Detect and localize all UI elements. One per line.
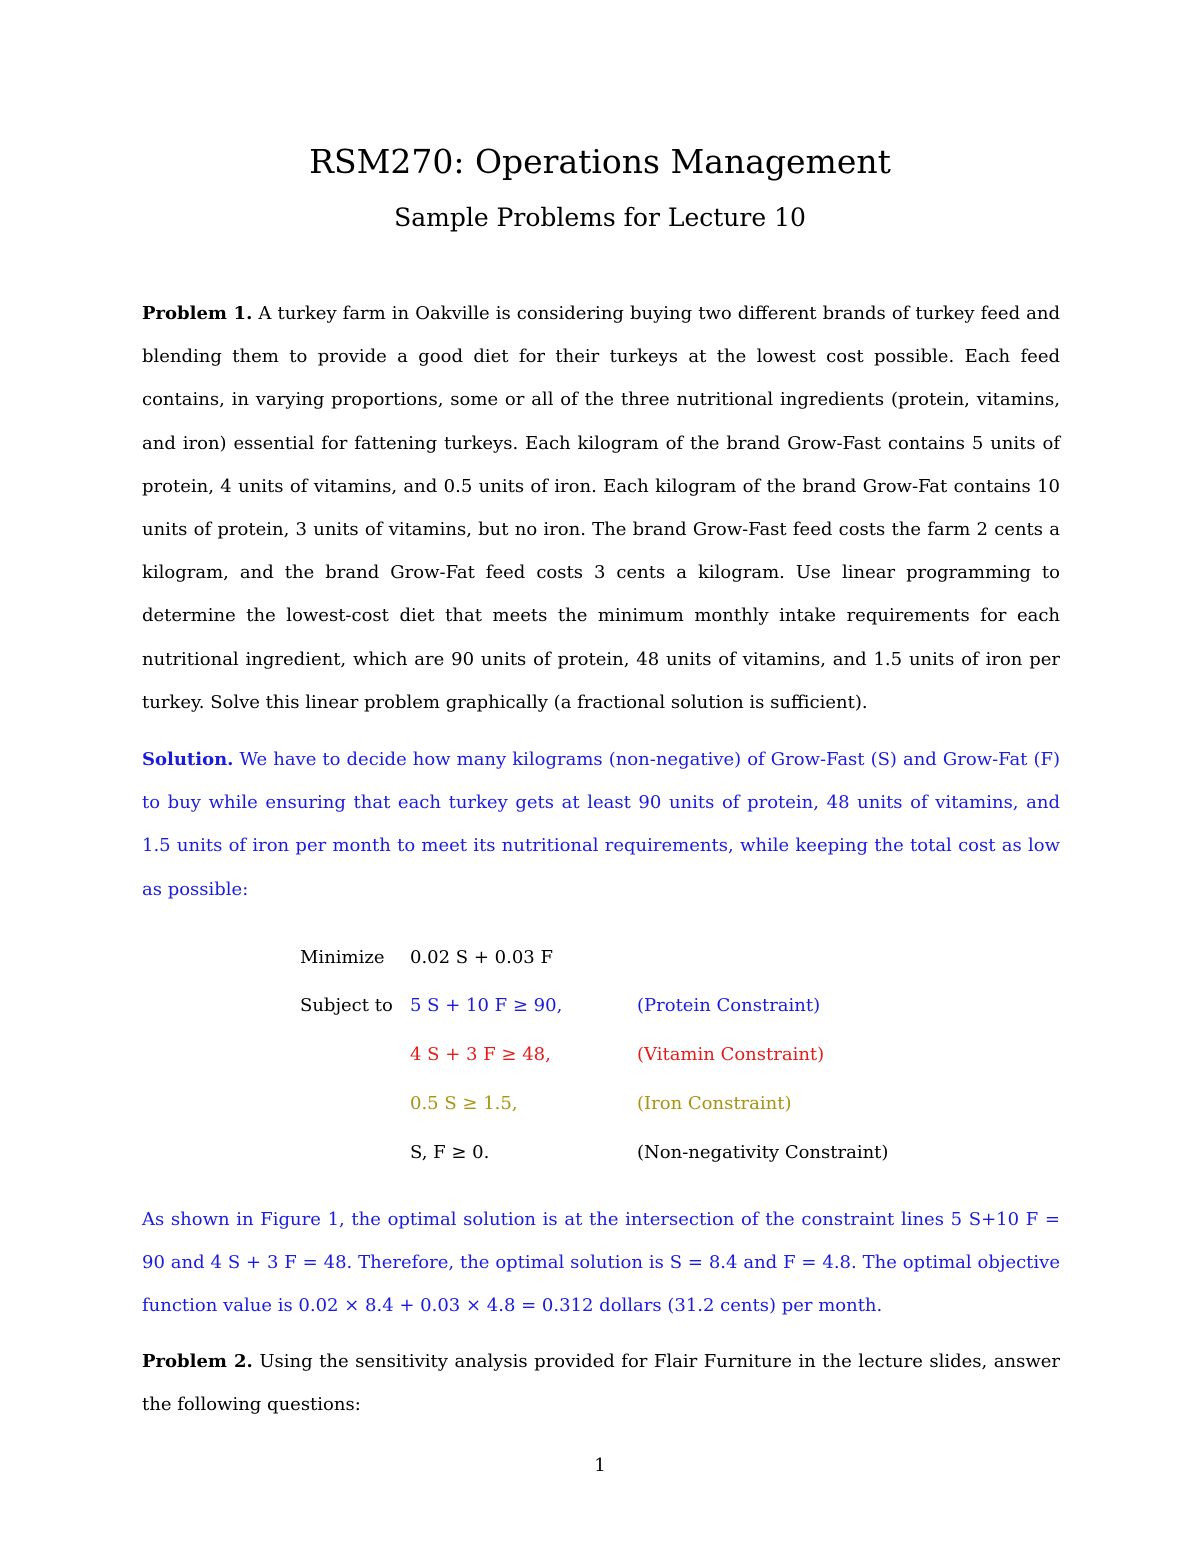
- problem-2-label: Problem 2.: [142, 1351, 253, 1372]
- lp-objective-row: [300, 945, 1060, 971]
- lp-constraint-row-iron: [300, 1091, 1060, 1117]
- result-paragraph: As shown in Figure 1, the optimal solution is at the intersection of the constraint lines 5 S+10 F = 90 and 4 S + 3 F = 48. Therefore, the optimal solution is S = 8.4 and F = 4.8. The optimal objective function value is 0.02 × 8.4 + 0.03 × 4.8 = 0.312 dollars (31.2 cents) per month.: [142, 1209, 1060, 1317]
- lp-constraint-row-vitamin: [300, 1042, 1060, 1068]
- minimize-label: Minimize: [300, 947, 385, 968]
- protein-constraint-note: (Protein Constraint): [637, 995, 821, 1016]
- iron-constraint-expression: 0.5 S ≥ 1.5,: [410, 1093, 518, 1114]
- solution-paragraph: [142, 738, 1060, 911]
- document-title: RSM270: Operations Management: [309, 142, 891, 181]
- nonnegativity-constraint-note: (Non-negativity Constraint): [637, 1142, 889, 1163]
- lp-constraint-row-nonnegativity: [300, 1140, 1060, 1166]
- solution-label: Solution.: [142, 749, 234, 770]
- problem-1-label: Problem 1.: [142, 303, 253, 324]
- vitamin-constraint-note: (Vitamin Constraint): [637, 1044, 825, 1065]
- protein-constraint-expression: 5 S + 10 F ≥ 90,: [410, 995, 563, 1016]
- iron-constraint-note: (Iron Constraint): [637, 1093, 792, 1114]
- nonnegativity-constraint-expression: S, F ≥ 0.: [410, 1142, 490, 1163]
- solution-text: We have to decide how many kilograms (non-negative) of Grow-Fast (S) and Grow-Fat (F) to buy while ensuring that each turkey gets at least 90 units of protein, 48 units of vitamins, and 1.5 units of iron per month to meet its nutritional requirements, while keeping the total cost as low as possible:: [142, 749, 1060, 900]
- lp-constraint-row-protein: [300, 993, 1060, 1019]
- page-number: 1: [594, 1455, 606, 1476]
- problem-1-paragraph: [142, 292, 1060, 724]
- objective-expression: 0.02 S + 0.03 F: [410, 947, 553, 968]
- subject-to-label: Subject to: [300, 995, 393, 1016]
- document-subtitle: Sample Problems for Lecture 10: [394, 203, 806, 232]
- vitamin-constraint-expression: 4 S + 3 F ≥ 48,: [410, 1044, 551, 1065]
- problem-2-paragraph: [142, 1340, 1060, 1426]
- problem-1-text: A turkey farm in Oakville is considering buying two different brands of turkey feed and blending them to provide a good diet for their turkeys at the lowest cost possible. Each feed contains, in varying proportions, some or all of the three nutritional ingredients (protein, vitamins, and iron) essential for fattening turkeys. Each kilogram of the brand Grow-Fast contains 5 units of protein, 4 units of vitamins, and 0.5 units of iron. Each kilogram of the brand Grow-Fat contains 10 units of protein, 3 units of vitamins, but no iron. The brand Grow-Fast feed costs the farm 2 cents a kilogram, and the brand Grow-Fat feed costs 3 cents a kilogram. Use linear programming to determine the lowest-cost diet that meets the minimum monthly intake requirements for each nutritional ingredient, which are 90 units of protein, 48 units of vitamins, and 1.5 units of iron per turkey. Solve this linear problem graphically (a fractional solution is sufficient).: [142, 303, 1060, 713]
- problem-2-text: Using the sensitivity analysis provided for Flair Furniture in the lecture slides, answer the following questions:: [142, 1351, 1060, 1416]
